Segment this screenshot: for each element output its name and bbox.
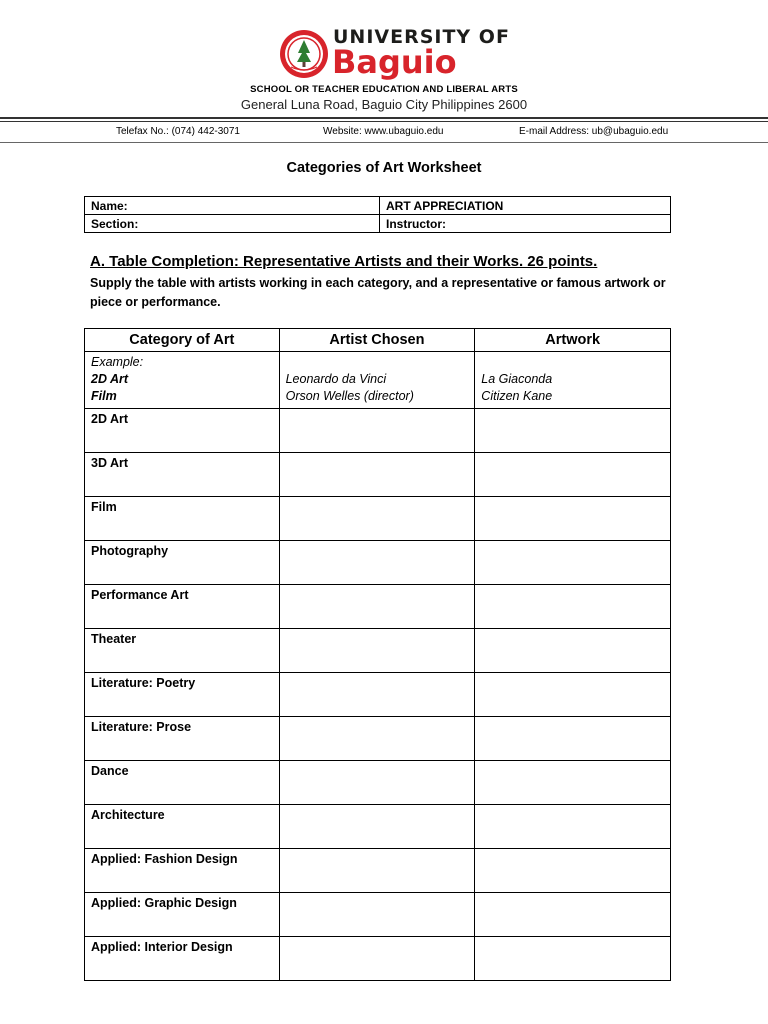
category-cell: Theater [85,629,280,673]
telefax: Telefax No.: (074) 442-3071 [116,126,240,137]
table-row [85,629,671,673]
artist-input-cell[interactable] [279,585,475,629]
section-a-instructions: Supply the table with artists working in each category, and a representative or famous artwork or piece or performance. [90,276,666,309]
university-name-main: Baguio [332,43,457,81]
table-row [85,849,671,893]
artwork-input-cell[interactable] [475,849,671,893]
table-row [85,717,671,761]
example-category: 2D Art [91,372,129,386]
section-a-heading: A. Table Completion: Representative Artists and their Works. 26 points. [90,253,598,270]
artwork-input-cell[interactable] [475,585,671,629]
course-label: ART APPRECIATION [380,197,671,215]
header-artwork: Artwork [475,329,671,352]
category-cell: Applied: Interior Design [85,937,280,981]
table-row [85,893,671,937]
artwork-input-cell[interactable] [475,717,671,761]
table-row [85,497,671,541]
example-artist-cell [279,352,475,409]
worksheet-title: Categories of Art Worksheet [286,160,482,176]
header-divider-thick [0,117,768,119]
artist-input-cell[interactable] [279,849,475,893]
table-row [85,541,671,585]
table-row [85,585,671,629]
email-address: E-mail Address: ub@ubaguio.edu [519,126,669,137]
category-cell: Architecture [85,805,280,849]
artist-input-cell[interactable] [279,717,475,761]
example-artwork: Citizen Kane [481,389,553,403]
category-cell: Performance Art [85,585,280,629]
artwork-input-cell[interactable] [475,893,671,937]
table-row [85,761,671,805]
instructor-field[interactable]: Instructor: [380,215,671,233]
artist-input-cell[interactable] [279,805,475,849]
category-cell: Applied: Fashion Design [85,849,280,893]
header-divider-thin [0,121,768,122]
table-row [85,409,671,453]
artwork-input-cell[interactable] [475,673,671,717]
category-cell: Literature: Prose [85,717,280,761]
university-name-top: UNIVERSITY OF [333,26,510,48]
artist-input-cell[interactable] [279,629,475,673]
school-address: General Luna Road, Baguio City Philippines 2600 [240,97,528,112]
example-label: Example: [91,355,144,369]
table-row [85,805,671,849]
example-category-cell [85,352,280,409]
table-row [85,673,671,717]
artwork-input-cell[interactable] [475,497,671,541]
category-cell: Dance [85,761,280,805]
artist-input-cell[interactable] [279,453,475,497]
artist-input-cell[interactable] [279,541,475,585]
example-artwork: La Giaconda [481,372,553,386]
student-info-table [84,196,671,233]
artist-input-cell[interactable] [279,497,475,541]
artist-input-cell[interactable] [279,673,475,717]
category-cell: Photography [85,541,280,585]
example-category: Film [91,389,117,403]
section-field[interactable]: Section: [85,215,380,233]
header-artist: Artist Chosen [279,329,475,352]
example-row [85,352,671,409]
category-cell: 3D Art [85,453,280,497]
artwork-input-cell[interactable] [475,409,671,453]
artist-input-cell[interactable] [279,409,475,453]
header-category: Category of Art [85,329,280,352]
art-categories-table [84,328,671,981]
category-cell: Literature: Poetry [85,673,280,717]
artist-input-cell[interactable] [279,937,475,981]
artwork-input-cell[interactable] [475,761,671,805]
contact-divider [0,142,768,143]
example-artwork-cell [475,352,671,409]
example-artist: Orson Welles (director) [285,389,414,403]
example-artist: Leonardo da Vinci [285,372,387,386]
category-cell: Applied: Graphic Design [85,893,280,937]
artwork-input-cell[interactable] [475,805,671,849]
table-row [85,937,671,981]
artist-input-cell[interactable] [279,893,475,937]
artwork-input-cell[interactable] [475,541,671,585]
artwork-input-cell[interactable] [475,937,671,981]
school-name: SCHOOL OR TEACHER EDUCATION AND LIBERAL ARTS [250,84,518,95]
artwork-input-cell[interactable] [475,629,671,673]
category-cell: Film [85,497,280,541]
table-row [85,453,671,497]
category-cell: 2D Art [85,409,280,453]
name-field[interactable]: Name: [85,197,380,215]
university-seal-icon [279,29,329,79]
website: Website: www.ubaguio.edu [323,126,444,137]
artist-input-cell[interactable] [279,761,475,805]
artwork-input-cell[interactable] [475,453,671,497]
